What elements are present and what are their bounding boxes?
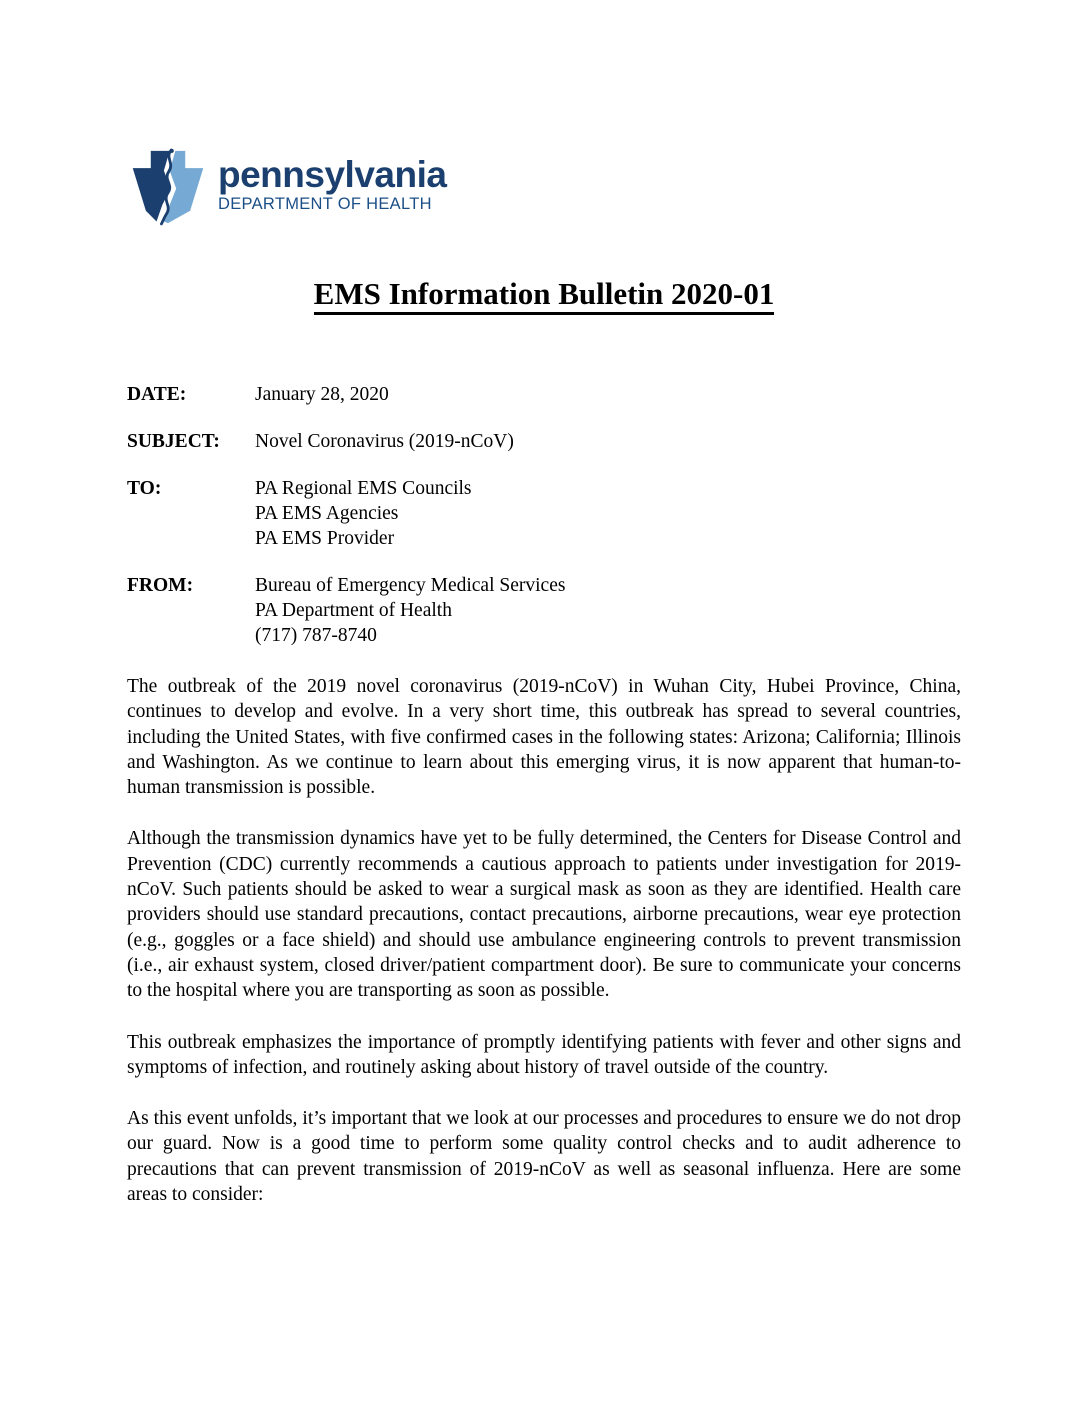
pa-doh-logo [127, 0, 961, 228]
body-paragraph: As this event unfolds, it’s important that we look at our processes and procedures to ensure we do not drop our guard. Now is a good time to perform some quality control checks and to audit adherence to precautions that can prevent transmission of 2019-nCoV as well as seasonal influenza. Here are some areas to consider: [127, 1108, 961, 1206]
meta-to-line: PA Regional EMS Councils [255, 478, 472, 499]
meta-row-subject [127, 429, 961, 454]
meta-to-line: PA EMS Agencies [255, 503, 399, 524]
body-text [127, 674, 961, 1207]
keystone-caduceus-icon [127, 146, 209, 228]
logo-wordmark: pennsylvania [218, 154, 447, 195]
meta-to-line: PA EMS Provider [255, 528, 395, 549]
meta-from-line: PA Department of Health [255, 600, 452, 621]
bulletin-title-text: EMS Information Bulletin 2020-01 [314, 276, 775, 315]
meta-from-line: (717) 787-8740 [255, 625, 377, 646]
logo-subtitle: DEPARTMENT OF HEALTH [218, 195, 432, 213]
meta-date-line: January 28, 2020 [255, 384, 389, 405]
meta-subject-line: Novel Coronavirus (2019-nCoV) [255, 431, 514, 452]
meta-row-from [127, 573, 961, 648]
body-paragraph: Although the transmission dynamics have yet to be fully determined, the Centers for Disease Control and Prevention (CDC) currently recommends a cautious approach to patients under investigation for 2019-nCoV. Such patients should be asked to wear a surgical mask as soon as they are identified. Health care providers should use standard precautions, contact precautions, airborne precautions, wear eye protection (e.g., goggles or a face shield) and should use ambulance engineering controls to prevent transmission (i.e., air exhaust system, closed driver/patient compartment door). Be sure to communicate your concerns to the hospital where you are transporting as soon as possible. [127, 828, 961, 1002]
logo-text [218, 156, 446, 214]
meta-label-to: TO: [127, 478, 162, 499]
meta-label-from: FROM: [127, 575, 194, 596]
meta-label-subject: SUBJECT: [127, 431, 220, 452]
meta-row-to [127, 476, 961, 551]
meta-row-date [127, 382, 961, 407]
meta-from-line: Bureau of Emergency Medical Services [255, 575, 566, 596]
meta-block [127, 382, 961, 648]
meta-value-to [255, 476, 472, 551]
meta-value-subject [255, 429, 514, 454]
meta-label-date: DATE: [127, 384, 187, 405]
meta-value-date [255, 382, 389, 407]
body-paragraph: The outbreak of the 2019 novel coronavirus (2019-nCoV) in Wuhan City, Hubei Province, China, continues to develop and evolve. In a very short time, this outbreak has spread to several countries, including the United States, with five confirmed cases in the following states: Arizona; California; Illinois and Washington. As we continue to learn about this emerging virus, it is now apparent that human-to-human transmission is possible. [127, 676, 961, 799]
bulletin-title [127, 276, 961, 312]
body-paragraph: This outbreak emphasizes the importance of promptly identifying patients with fever and other signs and symptoms of infection, and routinely asking about history of travel outside of the country. [127, 1031, 961, 1078]
meta-value-from [255, 573, 565, 648]
